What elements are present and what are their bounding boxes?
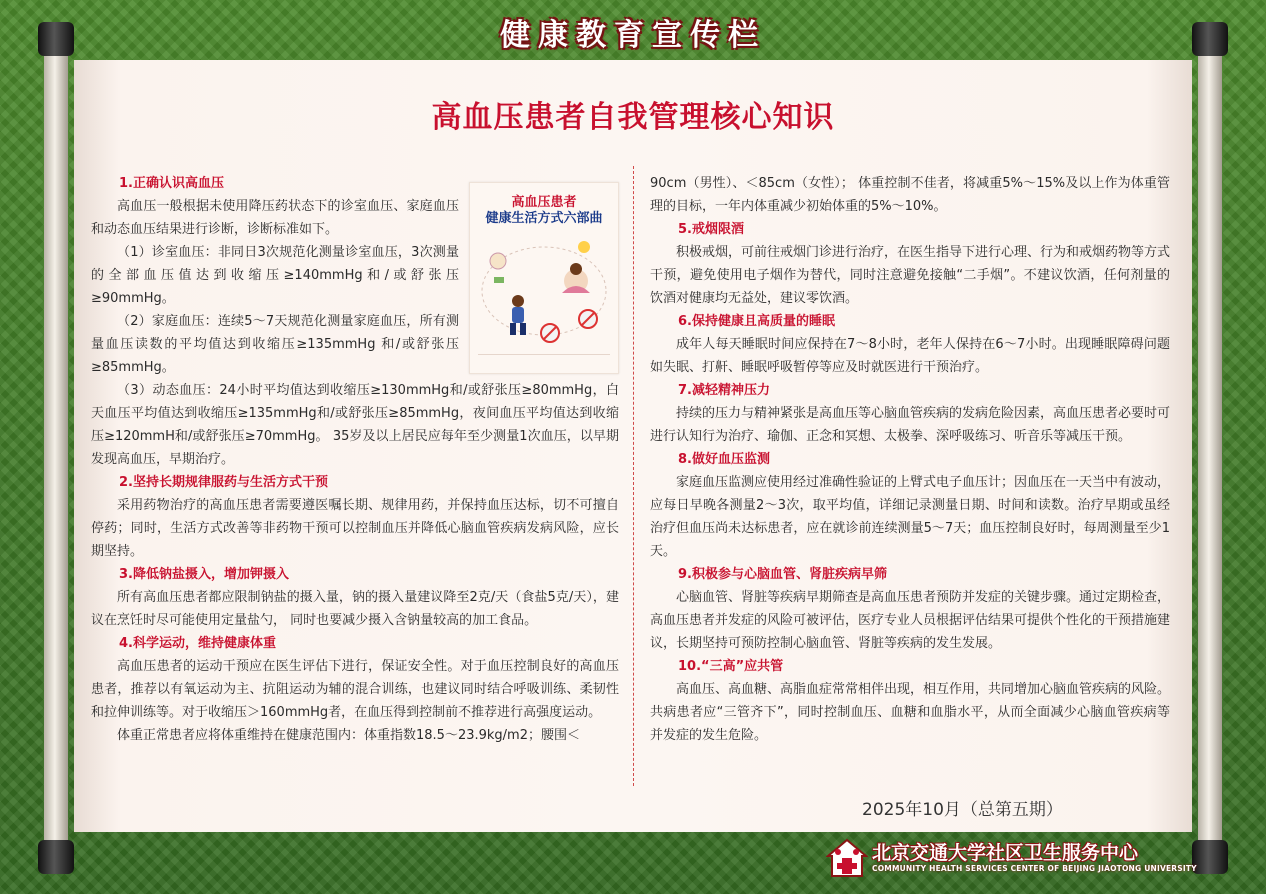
paragraph: （2）家庭血压：连续5～7天规范化测量家庭血压，所有测量血压读数的平均值达到收缩压≥135mmHg 和/或舒张压≥85mmHg。	[91, 314, 459, 375]
section-heading: 8.做好血压监测	[678, 452, 770, 467]
lifestyle-poster-image	[469, 182, 619, 374]
section-heading: 1.正确认识高血压	[119, 176, 224, 191]
paragraph: 高血压一般根据未使用降压药状态下的诊室血压、家庭血压和动态血压结果进行诊断，诊断标准如下。	[91, 199, 459, 237]
lifestyle-illustration	[476, 231, 612, 349]
section-heading: 10.“三高”应共管	[678, 659, 784, 674]
paragraph: 持续的压力与精神紧张是高血压等心脑血管疾病的发病危险因素，高血压患者必要时可进行认知行为治疗、瑜伽、正念和冥想、太极拳、深呼吸练习、听音乐等减压干预。	[650, 406, 1171, 444]
left-column	[91, 172, 619, 747]
scroll-rod-right	[1192, 22, 1228, 874]
paragraph: （3）动态血压：24小时平均值达到收缩压≥130mmHg和/或舒张压≥80mmHg，白天血压平均值达到收缩压≥135mmHg和/或舒张压≥85mmHg，夜间血压平均值达到收缩压≥120mmH和/或舒张压≥70mmHg。 35岁及以上居民应每年至少测量1次血压，以早期发现高血压，早期治疗。	[91, 383, 619, 467]
column-divider	[633, 166, 634, 786]
section-heading: 4.科学运动，维持健康体重	[119, 636, 276, 651]
organization-footer	[826, 836, 1197, 884]
right-column	[650, 172, 1170, 747]
issue-date: 2025年10月（总第五期）	[862, 800, 1063, 820]
section-heading: 5.戒烟限酒	[678, 222, 744, 237]
paragraph: 体重正常患者应将体重维持在健康范围内：体重指数18.5～23.9kg/m2；腰围＜	[117, 728, 580, 743]
paragraph: 心脑血管、肾脏等疾病早期筛查是高血压患者预防并发症的关键步骤。通过定期检查，高血压患者并发症的风险可被评估，医疗专业人员根据评估结果可提供个性化的干预措施建议，长期坚持可预防控制心脑血管、肾脏等疾病的发生发展。	[650, 590, 1171, 651]
section-heading: 7.减轻精神压力	[678, 383, 770, 398]
paragraph: 成年人每天睡眠时间应保持在7～8小时，老年人保持在6～7小时。出现睡眠障碍问题如失眠、打鼾、睡眠呼吸暂停等应及时就医进行干预治疗。	[650, 337, 1170, 375]
paragraph: 积极戒烟，可前往戒烟门诊进行治疗，在医生指导下进行心理、行为和戒烟药物等方式干预，避免使用电子烟作为替代，同时注意避免接触“二手烟”。不建议饮酒，任何剂量的饮酒对健康均无益处，建议零饮酒。	[650, 245, 1171, 306]
paragraph: 高血压、高血糖、高脂血症常常相伴出现，相互作用，共同增加心脑血管疾病的风险。共病患者应“三管齐下”，同时控制血压、血糖和血脂水平，从而全面减少心脑血管疾病等并发症的发生危险。	[650, 682, 1171, 743]
paragraph: 所有高血压患者都应限制钠盐的摄入量，钠的摄入量建议降至2克/天（食盐5克/天），建议在烹饪时尽可能使用定量盐勺， 同时也要减少摄入含钠量较高的加工食品。	[91, 590, 619, 628]
main-title: 高血压患者自我管理核心知识	[431, 100, 835, 135]
organization-name-en: COMMUNITY HEALTH SERVICES CENTER OF BEIJING JIAOTONG UNIVERSITY	[872, 864, 1197, 873]
paragraph: 高血压患者的运动干预应在医生评估下进行，保证安全性。对于血压控制良好的高血压患者，推荐以有氧运动为主、抗阻运动为辅的混合训练，也建议同时结合呼吸训练、柔韧性和拉伸训练等。对于收缩压＞160mmHg者，在血压得到控制前不推荐进行高强度运动。	[91, 659, 619, 720]
section-heading: 3.降低钠盐摄入，增加钾摄入	[119, 567, 289, 582]
organization-logo-icon	[826, 838, 868, 878]
scroll-rod-left	[38, 22, 74, 874]
banner-title: 健康教育宣传栏	[500, 18, 766, 53]
paragraph: 90cm（男性）、＜85cm（女性）； 体重控制不佳者，将减重5%～15%及以上作为体重管理的目标，一年内体重减少初始体重的5%～10%。	[650, 176, 1170, 214]
section-heading: 2.坚持长期规律服药与生活方式干预	[119, 475, 328, 490]
section-heading: 9.积极参与心脑血管、肾脏疾病早筛	[678, 567, 887, 582]
section-heading: 6.保持健康且高质量的睡眠	[678, 314, 835, 329]
poster-title-line1: 高血压患者	[511, 195, 577, 210]
organization-name: 北京交通大学社区卫生服务中心	[872, 842, 1139, 864]
paragraph: （1）诊室血压：非同日3次规范化测量诊室血压，3次测量的全部血压值达到收缩压≥140mmHg和/或舒张压≥90mmHg。	[91, 245, 459, 306]
paragraph: 采用药物治疗的高血压患者需要遵医嘱长期、规律用药，并保持血压达标，切不可擅自停药；同时，生活方式改善等非药物干预可以控制血压并降低心脑血管疾病发病风险，应长期坚持。	[91, 498, 619, 559]
poster-title-line2: 健康生活方式六部曲	[485, 211, 603, 226]
paragraph: 家庭血压监测应使用经过准确性验证的上臂式电子血压计；因血压在一天当中有波动，应每日早晚各测量2～3次，取平均值，详细记录测量日期、时间和读数。治疗早期或虽经治疗但血压尚未达标患者，应在就诊前连续测量5～7天；血压控制良好时，每周测量至少1天。	[650, 475, 1171, 559]
